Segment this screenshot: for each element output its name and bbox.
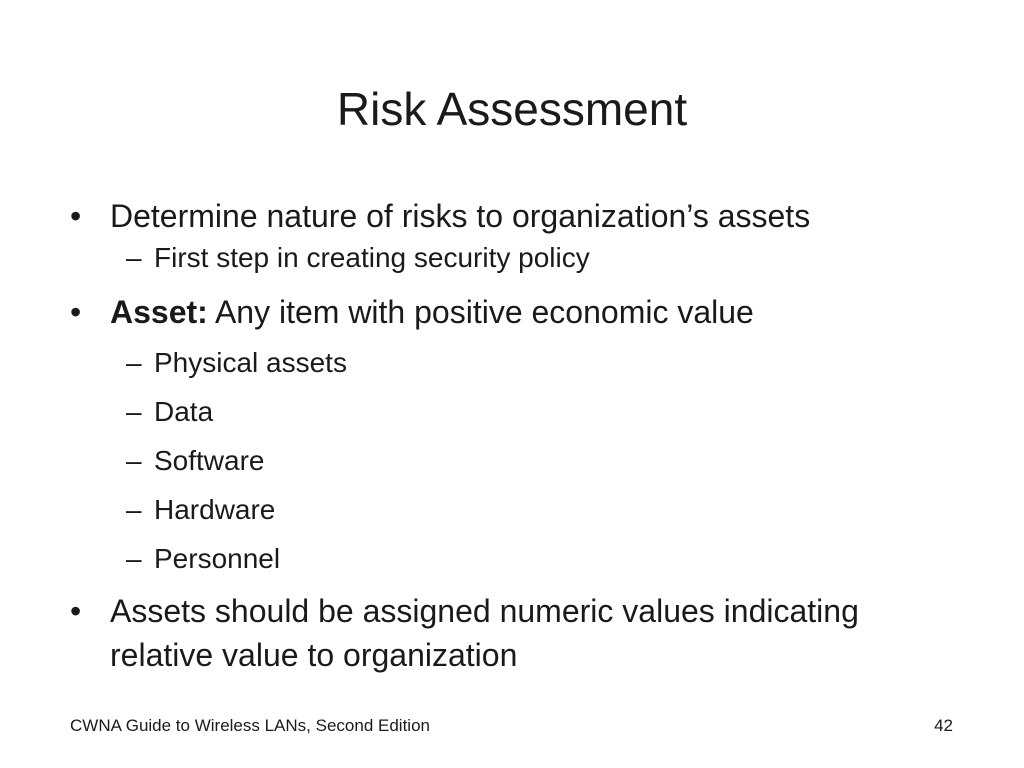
page-number: 42 xyxy=(934,716,953,735)
sub-item xyxy=(126,485,950,534)
sub-marker: – xyxy=(126,543,142,574)
sub-list xyxy=(126,238,950,278)
bullet-item xyxy=(70,194,950,238)
sub-item-text: First step in creating security policy xyxy=(154,242,590,273)
bullet-item xyxy=(70,589,950,677)
bullet-item xyxy=(70,290,950,334)
sub-item xyxy=(126,436,950,485)
sub-marker: – xyxy=(126,242,142,273)
bullet-text: Any item with positive economic value xyxy=(207,294,754,330)
sub-item xyxy=(126,338,950,387)
sub-marker: – xyxy=(126,494,142,525)
sub-item xyxy=(126,387,950,436)
sub-item xyxy=(126,238,950,278)
sub-item-text: Personnel xyxy=(154,543,281,574)
sub-item-text: Hardware xyxy=(154,494,276,525)
sub-marker: – xyxy=(126,396,142,427)
bullet-marker: • xyxy=(70,294,82,330)
bullet-term: Asset: xyxy=(110,294,208,330)
sub-marker: – xyxy=(126,445,142,476)
sub-item-text: Software xyxy=(154,445,265,476)
bullet-text: Determine nature of risks to organization’s assets xyxy=(110,198,811,234)
footer-source: CWNA Guide to Wireless LANs, Second Edition xyxy=(70,716,430,735)
bullet-marker: • xyxy=(70,593,82,629)
slide-title: Risk Assessment xyxy=(336,83,688,135)
bullet-marker: • xyxy=(70,198,82,234)
sub-list xyxy=(126,338,950,583)
sub-item xyxy=(126,534,950,583)
sub-item-text: Data xyxy=(154,396,214,427)
slide-content xyxy=(70,194,950,677)
bullet-text: Assets should be assigned numeric values indicating relative value to organization xyxy=(110,593,859,673)
sub-marker: – xyxy=(126,347,142,378)
sub-item-text: Physical assets xyxy=(154,347,347,378)
